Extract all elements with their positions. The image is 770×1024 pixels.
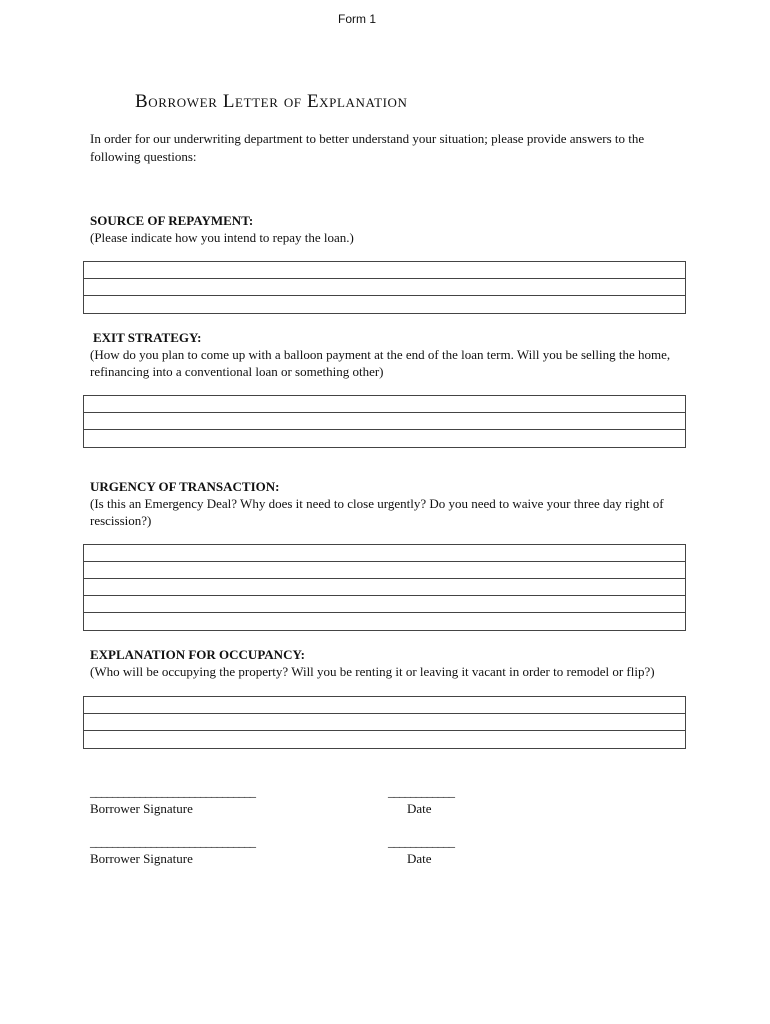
section-explanation-for-occupancy <box>90 647 680 680</box>
answer-line[interactable] <box>84 714 685 731</box>
date-label: Date <box>407 801 432 816</box>
answer-line[interactable] <box>84 279 685 296</box>
section-note: (How do you plan to come up with a balloon payment at the end of the loan term. Will you be selling the home, refinancing into a conventional loan or something other) <box>90 347 671 379</box>
answer-line[interactable] <box>84 396 685 413</box>
borrower-signature-label: Borrower Signature <box>90 801 193 816</box>
answer-box-explanation-for-occupancy <box>83 696 686 749</box>
intro-paragraph: In order for our underwriting department to better understand your situation; please provide answers to the following questions: <box>90 131 645 164</box>
answer-line[interactable] <box>84 613 685 630</box>
section-heading: SOURCE OF REPAYMENT: <box>90 213 254 228</box>
section-note: (Who will be occupying the property? Will you be renting it or leaving it vacant in order to remodel or flip?) <box>90 664 655 679</box>
date-line[interactable]: ____________ <box>388 834 454 849</box>
section-urgency-of-transaction <box>90 479 680 529</box>
answer-line[interactable] <box>84 596 685 613</box>
section-heading: EXPLANATION FOR OCCUPANCY: <box>90 647 305 662</box>
borrower-signature-label: Borrower Signature <box>90 851 193 866</box>
answer-box-source-of-repayment <box>83 261 686 314</box>
page-title: Borrower Letter of Explanation <box>135 91 408 112</box>
answer-line[interactable] <box>84 262 685 279</box>
section-exit-strategy-note-wrap <box>90 346 690 380</box>
borrower-signature-line[interactable]: ______________________________ <box>90 834 255 849</box>
borrower-signature-line[interactable]: ______________________________ <box>90 784 255 799</box>
answer-line[interactable] <box>84 731 685 748</box>
section-note: (Is this an Emergency Deal? Why does it need to close urgently? Do you need to waive your three day right of rescission?) <box>90 496 664 528</box>
answer-line[interactable] <box>84 545 685 562</box>
answer-line[interactable] <box>84 430 685 447</box>
answer-box-exit-strategy <box>83 395 686 448</box>
section-heading: URGENCY OF TRANSACTION: <box>90 479 280 494</box>
answer-line[interactable] <box>84 562 685 579</box>
section-source-of-repayment <box>90 213 690 246</box>
answer-box-urgency-of-transaction <box>83 544 686 631</box>
form-number-label: Form 1 <box>337 12 376 26</box>
section-exit-strategy <box>93 330 693 346</box>
answer-line[interactable] <box>84 296 685 313</box>
date-line[interactable]: ____________ <box>388 784 454 799</box>
answer-line[interactable] <box>84 697 685 714</box>
answer-line[interactable] <box>84 579 685 596</box>
section-heading: EXIT STRATEGY: <box>93 330 202 345</box>
section-note: (Please indicate how you intend to repay the loan.) <box>90 230 354 245</box>
answer-line[interactable] <box>84 413 685 430</box>
date-label: Date <box>407 851 432 866</box>
